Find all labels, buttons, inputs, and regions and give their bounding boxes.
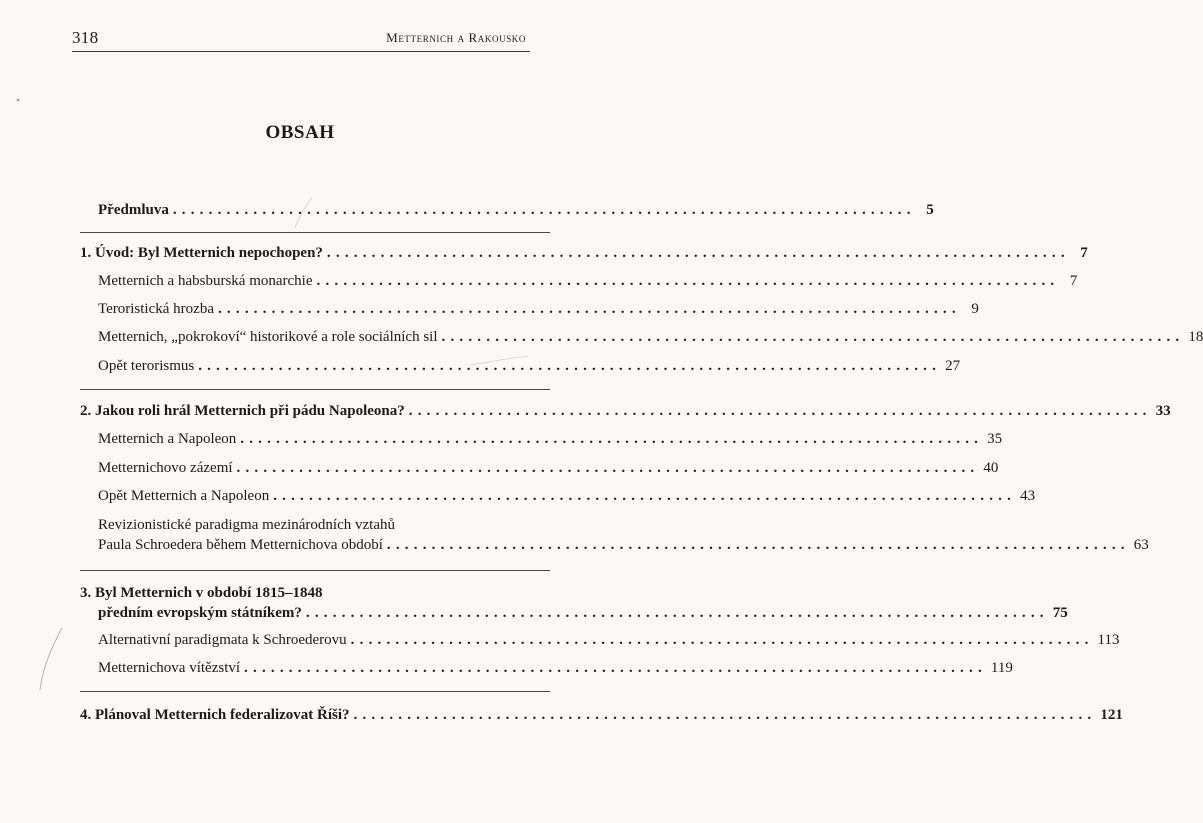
toc-entry-label: Metternichovo zázemí	[98, 460, 233, 476]
toc-entry-label-line1: 3. Byl Metternich v období 1815–1848	[80, 585, 323, 601]
dot-leader: ...................................................................................	[273, 488, 1017, 504]
dot-leader: ...................................................................................	[198, 358, 942, 374]
toc-entry-label-line1: Revizionistické paradigma mezinárodních vztahů	[98, 517, 395, 533]
toc-entry-label: 4. Plánoval Metternich federalizovat Říši?	[80, 707, 350, 723]
toc-entry-label: 1. Úvod: Byl Metternich nepochopen?	[80, 245, 323, 261]
toc-entry-label: Metternich a Napoleon	[98, 431, 237, 447]
toc-entry-page: 119	[990, 660, 1013, 676]
dot-leader: ...................................................................................	[172, 202, 916, 218]
toc-entry-page: 35	[987, 431, 1003, 447]
toc-entry-page: 27	[945, 358, 961, 374]
scan-marks	[0, 0, 600, 823]
dot-leader: ...................................................................................	[408, 403, 1152, 419]
toc-entry-page: 43	[1020, 488, 1036, 504]
dot-leader: ...................................................................................	[305, 605, 1049, 621]
toc-entry-label: Předmluva	[98, 202, 169, 218]
dot-leader: ...................................................................................	[240, 431, 984, 447]
dot-leader: ...................................................................................	[316, 273, 1060, 289]
toc-entry-page: 33	[1155, 403, 1171, 419]
dot-leader: ...................................................................................	[236, 460, 980, 476]
toc-entry-page: 7	[1069, 273, 1078, 289]
toc-entry-page: 5	[926, 202, 934, 218]
dot-leader: ...................................................................................	[353, 707, 1097, 723]
toc-entry-label: Opět Metternich a Napoleon	[98, 488, 270, 504]
toc-entry-page: 63	[1133, 537, 1149, 553]
dot-leader: ...................................................................................	[326, 245, 1070, 261]
toc-title: OBSAH	[265, 122, 335, 143]
toc-entry-label: Teroristická hrozba	[98, 301, 214, 317]
toc-entry-label: Metternichova vítězství	[98, 660, 241, 676]
toc-entry-label: Metternich, „pokrokoví“ historikové a role sociálních sil	[98, 329, 438, 345]
dot-leader: ...................................................................................	[350, 632, 1094, 648]
toc-entry-page: 75	[1052, 605, 1068, 621]
dot-leader: ...................................................................................	[386, 537, 1130, 553]
toc-entry-label-line2: Paula Schroedera během Metternichova období	[98, 537, 383, 553]
toc-entry-page: 18	[1188, 329, 1203, 345]
toc-entry-label: 2. Jakou roli hrál Metternich při pádu Napoleona?	[80, 403, 405, 419]
toc-entry-page: 40	[983, 460, 999, 476]
toc-entry-label-line2: předním evropským státníkem?	[98, 605, 302, 621]
toc-entry-page: 113	[1097, 632, 1120, 648]
dot-leader: ...................................................................................	[441, 329, 1185, 345]
toc-entry-page: 7	[1080, 245, 1088, 261]
dot-leader: ...................................................................................	[244, 660, 987, 676]
running-title: Metternich a Rakousko	[386, 30, 526, 45]
toc-entry-label: Metternich a habsburská monarchie	[98, 273, 313, 289]
dot-leader: ...................................................................................	[217, 301, 961, 317]
page-number: 318	[72, 28, 99, 47]
toc-entry-page: 9	[971, 301, 979, 317]
toc-entry-label: Opět terorismus	[98, 358, 195, 374]
toc-entry-page: 121	[1100, 707, 1123, 723]
toc-entry-label: Alternativní paradigmata k Schroederovu	[98, 632, 347, 648]
